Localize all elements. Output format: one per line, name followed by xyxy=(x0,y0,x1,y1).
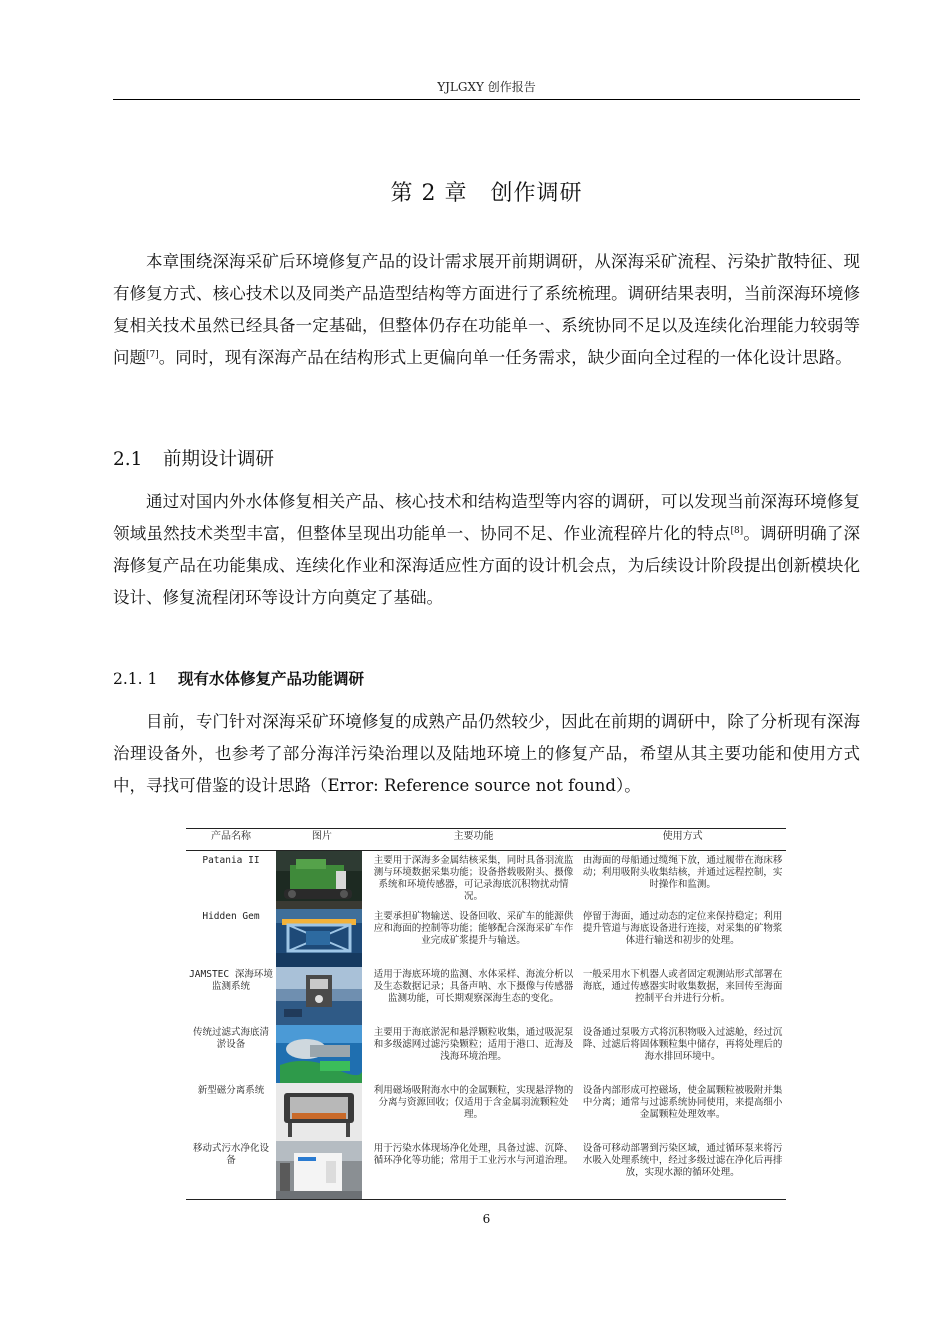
table-row xyxy=(186,851,786,910)
header-cell: 主要功能 xyxy=(368,829,580,851)
product-name: 传统过滤式海底清淤设备 xyxy=(192,1027,269,1050)
product-usage: 一般采用水下机器人或者固定观测站形式部署在海底，通过传感器实时收集数据，来回传至海面控制平台并进行分析。 xyxy=(582,969,783,1004)
product-function: 主要用于深海多金属结核采集，同时具备羽流监测与环境数据采集功能；设备搭载吸附头、摄像系统和环境传感器，可记录海底沉积物扰动情况。 xyxy=(373,855,574,902)
product-function: 利用磁场吸附海水中的金属颗粒，实现悬浮物的分离与资源回收；仅适用于含金属羽流颗粒处理。 xyxy=(373,1085,574,1120)
product-name: Hidden Gem xyxy=(202,911,260,922)
section-title: 前期设计调研 xyxy=(163,449,275,470)
table-row xyxy=(186,967,786,1025)
product-function: 用于污染水体现场净化处理，具备过滤、沉降、循环净化等功能；常用于工业污水与河道治理。 xyxy=(368,1141,580,1200)
citation-ref[interactable]: [7] xyxy=(146,350,159,360)
product-function: 适用于海底环境的监测、水体采样、海流分析以及生态数据记录；具备声呐、水下摄像与传感器监测功能，可长期观察深海生态的变化。 xyxy=(373,969,574,1004)
product-name: 新型磁分离系统 xyxy=(197,1085,265,1096)
subsection-title: 现有水体修复产品功能调研 xyxy=(178,669,365,688)
product-name: JAMSTEC 深海环境监测系统 xyxy=(189,969,273,992)
product-function: 主要用于海底淤泥和悬浮颗粒收集，通过吸泥泵和多级滤网过滤污染颗粒；适用于港口、近海及浅海环境治理。 xyxy=(373,1027,574,1062)
subsection-paragraph: 目前，专门针对深海采矿环境修复的成熟产品仍然较少，因此在前期的调研中，除了分析现有深海治理设备外，也参考了部分海洋污染治理以及陆地环境上的修复产品，希望从其主要功能和使用方式中，寻找可借鉴的设计思路（Error: Reference source not found）。 xyxy=(113,712,860,795)
mobile-purifier-photo xyxy=(276,1141,362,1199)
chapter-title: 第 2 章 创作调研 xyxy=(390,181,583,206)
intro-paragraph: 本章围绕深海采矿后环境修复产品的设计需求展开前期调研，从深海采矿流程、污染扩散特征、现有修复方式、核心技术以及同类产品造型结构等方面进行了系统梳理。调研结果表明，当前深海环境修复相关技术虽然已经具备一定基础，但整体仍存在功能单一、系统协同不足以及连续化治理能力较弱等问题[7]。同时，现有深海产品在结构形式上更偏向单一任务需求，缺少面向全过程的一体化设计思路。 xyxy=(113,252,860,367)
header-cell: 图片 xyxy=(276,829,368,851)
dredging-equipment-photo xyxy=(276,1025,362,1083)
product-name: 移动式污水净化设备 xyxy=(186,1141,276,1200)
citation-ref[interactable]: [8] xyxy=(730,526,744,536)
subsection-heading xyxy=(113,667,364,689)
table-row xyxy=(186,909,786,967)
section-paragraph: 通过对国内外水体修复相关产品、核心技术和结构造型等内容的调研，可以发现当前深海环境修复领域虽然技术类型丰富，但整体呈现出功能单一、协同不足、作业流程碎片化的特点[8]。调研明确了深海修复产品在功能集成、连续化作业和深海适应性方面的设计机会点，为后续设计阶段提出创新模块化设计、修复流程闭环等设计方向奠定了基础。 xyxy=(113,492,860,607)
product-usage: 设备通过泵吸方式将沉积物吸入过滤舱，经过沉降、过滤后将固体颗粒集中储存，再将处理后的海水排回环境中。 xyxy=(582,1027,783,1062)
product-usage: 设备可移动部署到污染区域，通过循环泵来将污水吸入处理系统中，经过多级过滤在净化后再排放，实现水源的循环处理。 xyxy=(579,1141,786,1200)
running-header: YJLGXY 创作报告 xyxy=(437,80,536,94)
monitoring-robot-photo xyxy=(276,967,362,1025)
section-heading xyxy=(113,445,274,471)
product-name: Patania II xyxy=(202,855,260,866)
product-usage: 由海面的母船通过缆绳下放，通过履带在海床移动；利用吸附头收集结核，并通过远程控制，实时操作和监测。 xyxy=(582,855,783,890)
header-rule xyxy=(113,99,860,100)
subsection-number: 2.1. 1 xyxy=(113,670,158,688)
header-cell: 产品名称 xyxy=(186,829,276,851)
header-cell: 使用方式 xyxy=(579,829,786,851)
table-row xyxy=(186,1141,786,1200)
table-row xyxy=(186,1083,786,1141)
seabed-mining-vehicle-photo xyxy=(276,851,362,909)
product-usage: 停留于海面，通过动态的定位来保持稳定；利用提升管道与海底设备进行连接，对采集的矿物浆体进行输送和初步的处理。 xyxy=(582,911,783,946)
table-row xyxy=(186,1025,786,1083)
product-table xyxy=(186,828,786,1200)
page-number: 6 xyxy=(482,1212,491,1226)
product-function: 主要承担矿物输送、设备回收、采矿车的能源供应和海面的控制等功能；能够配合深海采矿车作业完成矿浆提升与输送。 xyxy=(373,911,574,946)
magnetic-separator-photo xyxy=(276,1083,362,1141)
product-usage: 设备内部形成可控磁场，使金属颗粒被吸附并集中分离；通常与过滤系统协同使用，来提高细小金属颗粒处理效率。 xyxy=(582,1085,783,1120)
table-header-row xyxy=(186,829,786,851)
mining-ship-photo xyxy=(276,909,362,967)
section-number: 2.1 xyxy=(113,449,143,470)
